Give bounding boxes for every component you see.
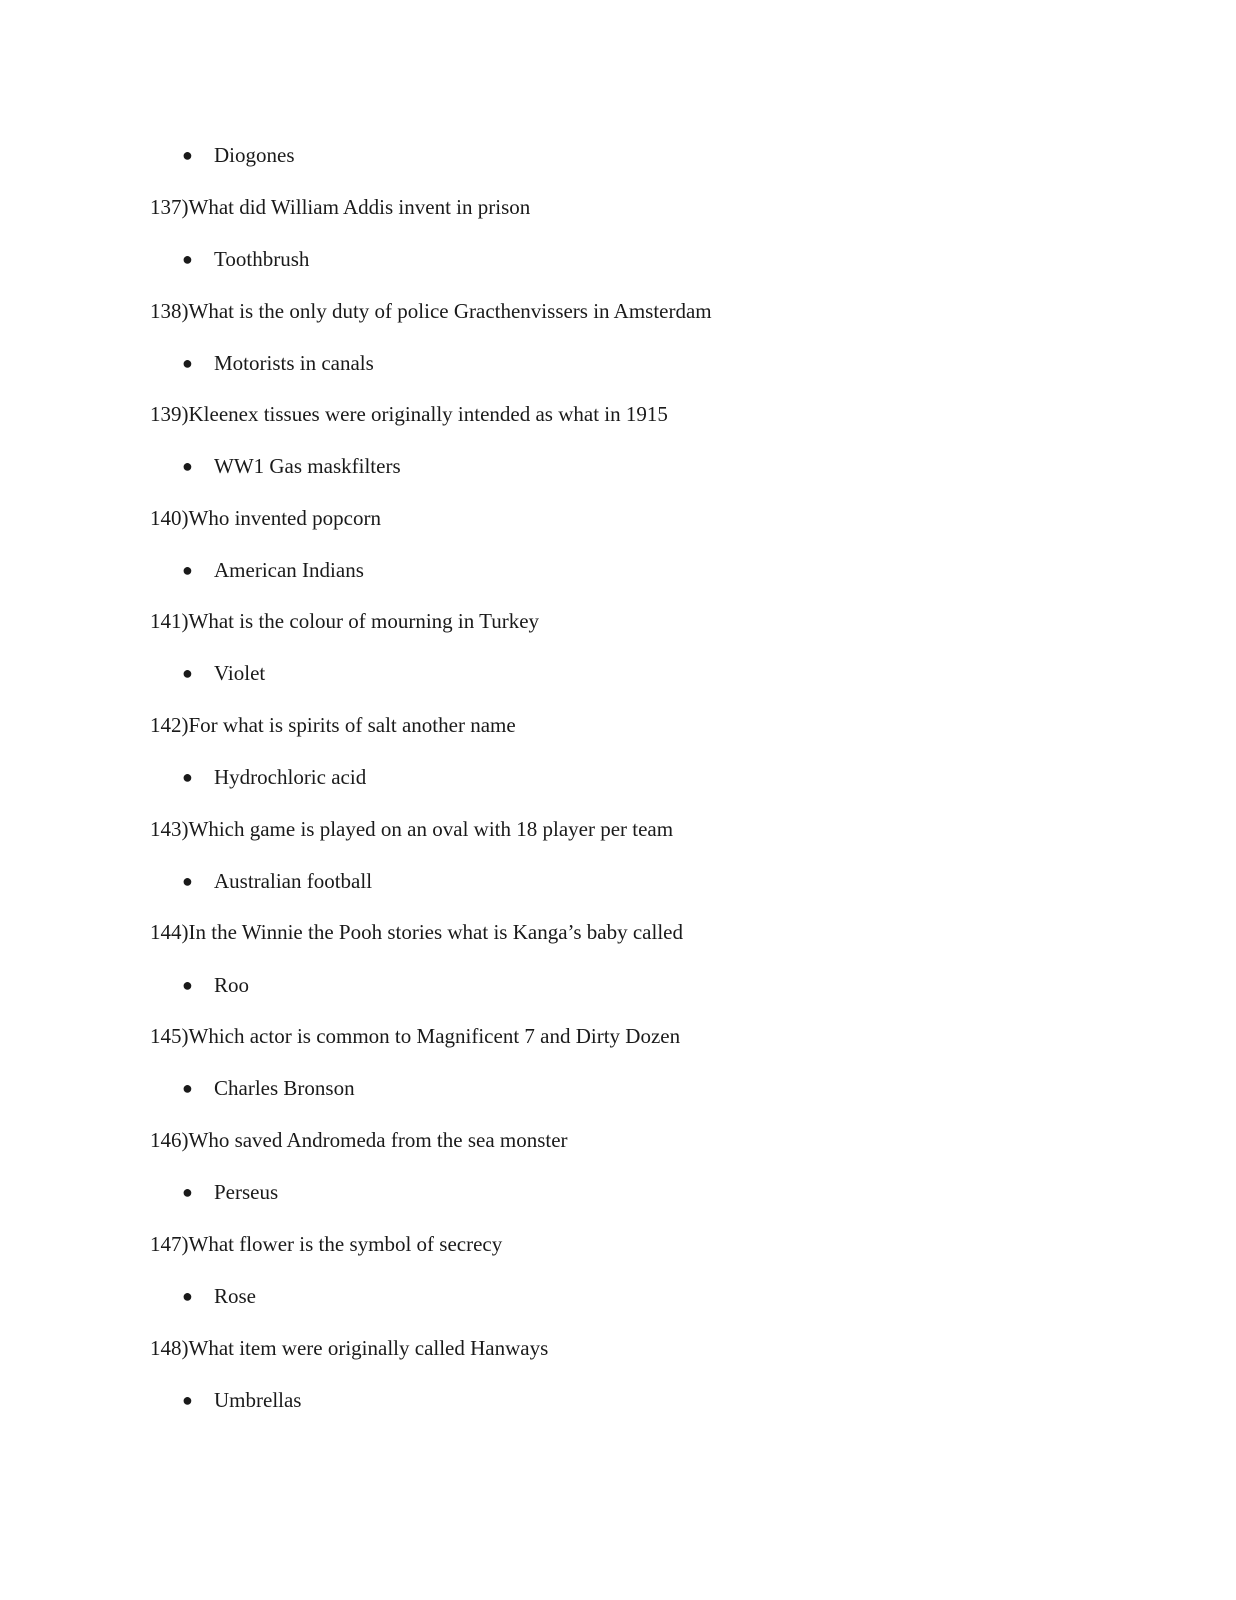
bullet-icon: ●	[182, 1078, 193, 1098]
bullet-icon: ●	[182, 663, 193, 683]
answer-line	[182, 1283, 256, 1309]
bullet-icon: ●	[182, 871, 193, 891]
question-line: 139)Kleenex tissues were originally intended as what in 1915	[150, 402, 668, 426]
answer-text: Violet	[214, 661, 266, 685]
answer-line	[182, 764, 366, 790]
bullet-icon: ●	[182, 560, 193, 580]
bullet-icon: ●	[182, 353, 193, 373]
answer-line	[182, 1179, 278, 1205]
bullet-icon: ●	[182, 1286, 193, 1306]
bullet-icon: ●	[182, 975, 193, 995]
answer-text: Rose	[214, 1284, 256, 1308]
answer-text: Hydrochloric acid	[214, 765, 367, 789]
question-line: 142)For what is spirits of salt another name	[150, 713, 516, 737]
answer-text: WW1 Gas maskfilters	[214, 454, 401, 478]
answer-text: Umbrellas	[214, 1388, 302, 1412]
answer-text: Diogones	[214, 143, 295, 167]
answer-line	[182, 972, 249, 998]
bullet-icon: ●	[182, 767, 193, 787]
bullet-icon: ●	[182, 249, 193, 269]
answer-line	[182, 142, 295, 168]
answer-line	[182, 1075, 355, 1101]
question-line: 145)Which actor is common to Magnificent 7 and Dirty Dozen	[150, 1024, 681, 1048]
answer-text: Motorists in canals	[214, 351, 374, 375]
question-line: 144)In the Winnie the Pooh stories what is Kanga’s baby called	[150, 920, 683, 944]
answer-text: Toothbrush	[214, 247, 310, 271]
question-line: 146)Who saved Andromeda from the sea monster	[150, 1128, 568, 1152]
question-line: 140)Who invented popcorn	[150, 506, 381, 530]
bullet-icon: ●	[182, 1182, 193, 1202]
answer-line	[182, 557, 364, 583]
answer-text: Australian football	[214, 869, 373, 893]
question-line: 137)What did William Addis invent in prison	[150, 195, 531, 219]
question-line: 148)What item were originally called Hanways	[150, 1336, 549, 1360]
answer-line	[182, 246, 309, 272]
answer-line	[182, 1387, 301, 1413]
answer-text: Charles Bronson	[214, 1076, 355, 1100]
answer-line	[182, 350, 374, 376]
bullet-icon: ●	[182, 145, 193, 165]
answer-text: Perseus	[214, 1180, 279, 1204]
question-line: 138)What is the only duty of police Gracthenvissers in Amsterdam	[150, 299, 712, 323]
question-line: 143)Which game is played on an oval with 18 player per team	[150, 817, 674, 841]
answer-line	[182, 868, 372, 894]
answer-line	[182, 660, 265, 686]
bullet-icon: ●	[182, 456, 193, 476]
answer-text: American Indians	[214, 558, 364, 582]
question-line: 141)What is the colour of mourning in Turkey	[150, 609, 540, 633]
answer-line	[182, 453, 401, 479]
bullet-icon: ●	[182, 1390, 193, 1410]
question-line: 147)What flower is the symbol of secrecy	[150, 1232, 503, 1256]
answer-text: Roo	[214, 973, 250, 997]
